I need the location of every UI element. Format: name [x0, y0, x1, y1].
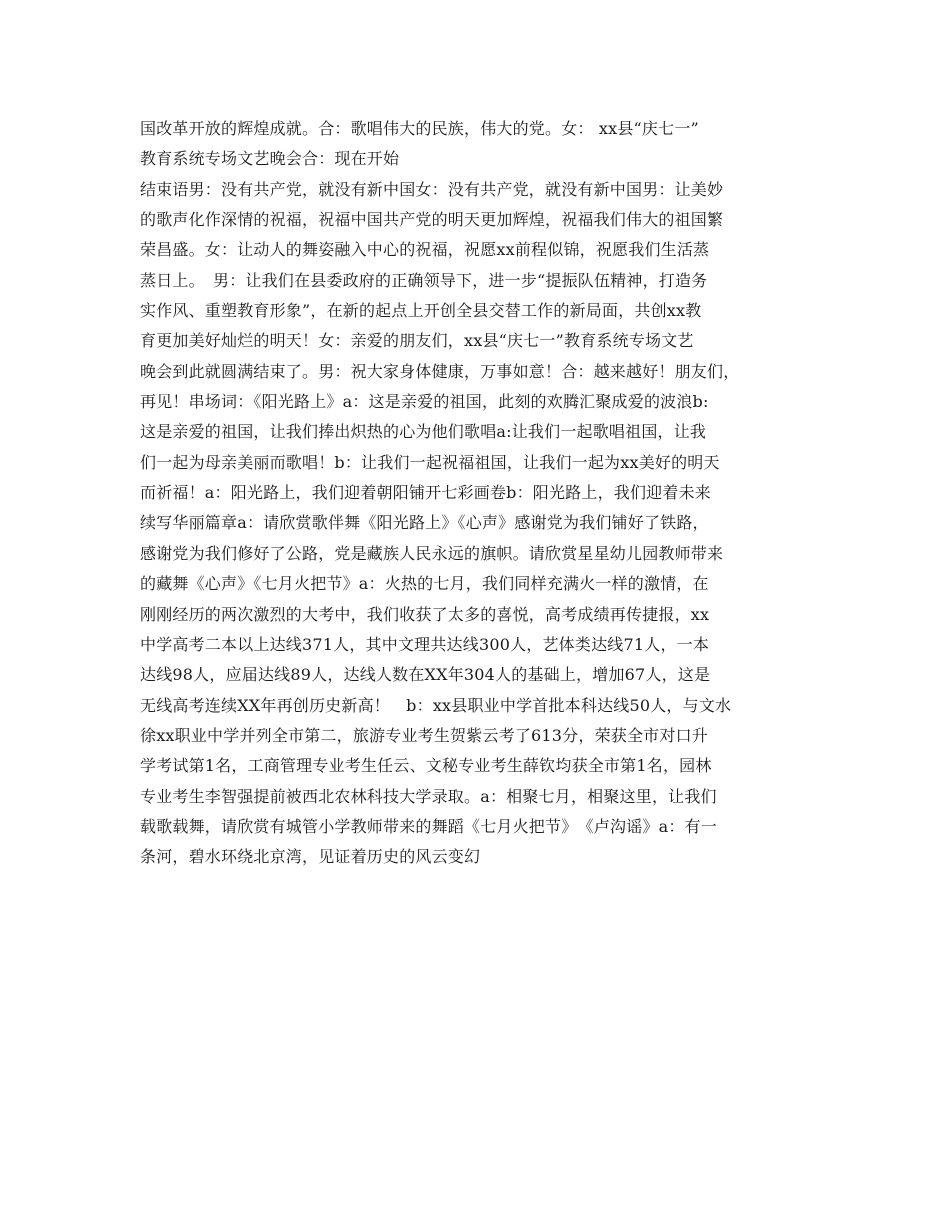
text-line: 专业考生李智强提前被西北农林科技大学录取。a：相聚七月，相聚这里，让我们: [140, 786, 717, 806]
body-text: [140, 114, 820, 873]
text-line: 徐xx职业中学并列全市第二，旅游专业考生贺紫云考了613分，荣获全市对口升: [140, 725, 708, 745]
text-line: 的歌声化作深情的祝福，祝福中国共产党的明天更加辉煌，祝福我们伟大的祖国繁: [140, 210, 724, 230]
text-line: 的藏舞《心声》《七月火把节》a：火热的七月，我们同样充满火一样的激情，在: [140, 574, 709, 594]
text-line: 们一起为母亲美丽而歌唱！b：让我们一起祝福祖国，让我们一起为xx美好的明天: [140, 452, 720, 472]
text-line: 达线98人，应届达线89人，达线人数在XX年304人的基础上，增加67人，这是: [140, 665, 711, 685]
text-line: 续写华丽篇章a：请欣赏歌伴舞《阳光路上》《心声》感谢党为我们铺好了铁路，: [140, 513, 709, 533]
text-line: 条河，碧水环绕北京湾，见证着历史的风云变幻: [140, 847, 481, 867]
text-line: 无线高考连续XX年再创历史新高！ b：xx县职业中学首批本科达线50人，与文水: [140, 695, 732, 715]
text-line: 学考试第1名，工商管理专业考生任云、文秘专业考生薛钦均获全市第1名，园林: [140, 756, 712, 776]
text-line: 荣昌盛。女：让动人的舞姿融入中心的祝福，祝愿xx前程似锦，祝愿我们生活蒸: [140, 240, 710, 260]
text-line: 感谢党为我们修好了公路，党是藏族人民永远的旗帜。请欣赏星星幼儿园教师带来: [140, 543, 724, 563]
text-line: 再见！串场词：《阳光路上》a：这是亲爱的祖国，此刻的欢腾汇聚成爱的波浪b:: [140, 392, 709, 412]
text-line: 载歌载舞，请欣赏有城管小学教师带来的舞蹈《七月火把节》 《卢沟谣》a：有一: [140, 816, 717, 836]
text-line: 中学高考二本以上达线371人，其中文理共达线300人，艺体类达线71人，一本: [140, 634, 710, 654]
text-line: 这是亲爱的祖国，让我们捧出炽热的心为他们歌唱a:让我们一起歌唱祖国，让我: [140, 422, 707, 442]
text-line: 而祈福！a：阳光路上，我们迎着朝阳铺开七彩画卷b：阳光路上，我们迎着未来: [140, 483, 711, 503]
text-line: 国改革开放的辉煌成就。合：歌唱伟大的民族，伟大的党。女： xx县“庆七一”: [140, 119, 699, 138]
text-line: 教育系统专场文艺晚会合：现在开始: [140, 149, 400, 169]
text-line: 蒸日上。 男：让我们在县委政府的正确领导下，进一步“提振队伍精神，打造务: [140, 270, 708, 290]
text-line: 结束语男：没有共产党，就没有新中国女：没有共产党，就没有新中国男：让美妙: [140, 179, 724, 199]
text-line: 晚会到此就圆满结束了。男：祝大家身体健康，万事如意！合：越来越好！朋友们，: [140, 361, 740, 381]
text-line: 实作风、重塑教育形象”，在新的起点上开创全县交替工作的新局面，共创xx教: [140, 301, 702, 321]
text-line: 育更加美好灿烂的明天！女：亲爱的朋友们，xx县“庆七一”教育系统专场文艺: [140, 331, 694, 351]
text-line: 刚刚经历的两次激烈的大考中，我们收获了太多的喜悦，高考成绩再传捷报，xx: [140, 604, 710, 624]
